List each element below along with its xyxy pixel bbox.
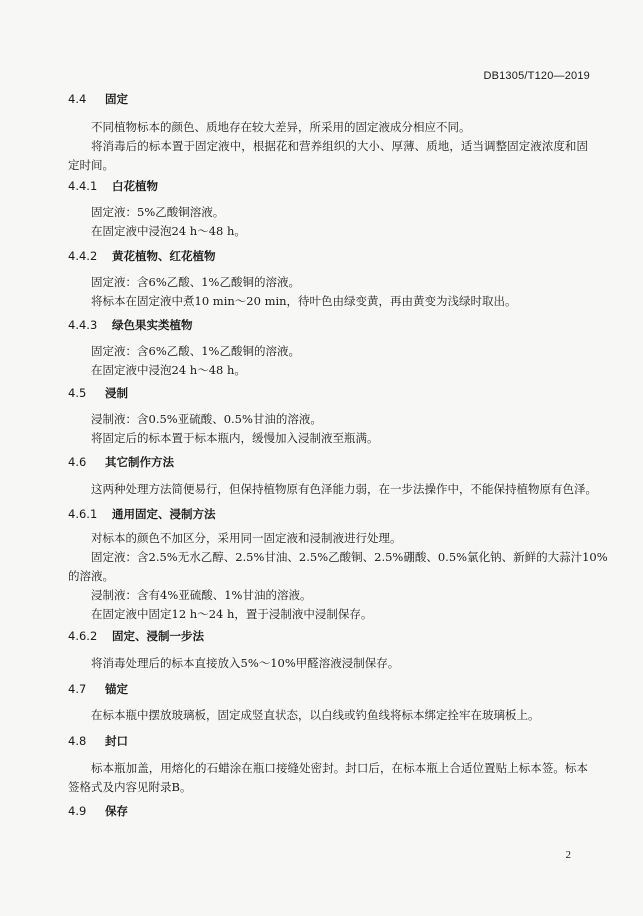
- text-line: 签格式及内容见附录B。: [68, 780, 192, 794]
- paragraph-4-8: [68, 759, 588, 797]
- paragraph-4-7: [68, 706, 588, 725]
- page-number: 2: [565, 849, 571, 861]
- section-heading-4-7: [68, 681, 128, 697]
- section-title: 封口: [105, 734, 128, 748]
- paragraph-4-6: [68, 480, 597, 499]
- text-line: 固定液：5%乙酸铜溶液。: [91, 205, 225, 219]
- text-line: 在标本瓶中摆放玻璃板，固定成竖直状态，以白线或钓鱼线将标本绑定拴牢在玻璃板上。: [91, 708, 540, 722]
- section-number: 4.9: [68, 804, 87, 818]
- text-line: 定时间。: [68, 158, 114, 172]
- text-line: 在固定液中浸泡24 h～48 h。: [91, 363, 246, 377]
- paragraph-4-6-1: [68, 529, 608, 624]
- section-number: 4.6.2: [68, 629, 98, 643]
- section-number: 4.4.2: [68, 249, 98, 263]
- section-heading-4-5: [68, 385, 128, 401]
- section-title: 锚定: [105, 682, 128, 696]
- text-line: 这两种处理方法简便易行，但保持植物原有色泽能力弱，在一步法操作中，不能保持植物原有色泽。: [91, 482, 597, 496]
- document-code: DB1305/T120—2019: [483, 70, 590, 82]
- paragraph-4-4-1: [68, 203, 588, 241]
- text-line: 固定液：含2.5%无水乙醇、2.5%甘油、2.5%乙酸铜、2.5%硼酸、0.5%氯化钠、新鲜的大蒜汁10%: [91, 550, 608, 564]
- section-number: 4.4.1: [68, 179, 98, 193]
- section-title: 白花植物: [112, 179, 158, 193]
- section-number: 4.8: [68, 734, 87, 748]
- text-line: 对标本的颜色不加区分，采用同一固定液和浸制液进行处理。: [91, 531, 402, 545]
- section-title: 绿色果实类植物: [112, 318, 193, 332]
- text-line: 固定液：含6%乙酸、1%乙酸铜的溶液。: [91, 275, 300, 289]
- section-heading-4-4-1: [68, 178, 158, 194]
- text-line: 不同植物标本的颜色、质地存在较大差异，所采用的固定液成分相应不同。: [91, 120, 471, 134]
- section-heading-4-6-1: [68, 506, 216, 522]
- section-number: 4.6: [68, 455, 87, 469]
- section-number: 4.7: [68, 682, 87, 696]
- section-heading-4-9: [68, 803, 128, 819]
- section-number: 4.6.1: [68, 507, 98, 521]
- section-number: 4.4.3: [68, 318, 98, 332]
- section-title: 浸制: [105, 386, 128, 400]
- section-title: 保存: [105, 804, 128, 818]
- section-heading-4-4-2: [68, 248, 216, 264]
- section-heading-4-6-2: [68, 628, 204, 644]
- section-number: 4.4: [68, 92, 87, 106]
- paragraph-4-5: [68, 410, 588, 448]
- paragraph-4-4-2: [68, 273, 588, 311]
- text-line: 将固定后的标本置于标本瓶内，缓慢加入浸制液至瓶满。: [91, 431, 379, 445]
- text-line: 的溶液。: [68, 569, 114, 583]
- paragraph-4-6-2: [68, 654, 588, 673]
- paragraph-4-4-3: [68, 342, 588, 380]
- text-line: 在固定液中浸泡24 h～48 h。: [91, 224, 246, 238]
- section-heading-4-4: [68, 91, 128, 107]
- section-title: 固定、浸制一步法: [112, 629, 204, 643]
- text-line: 将标本在固定液中煮10 min～20 min，待叶色由绿变黄，再由黄变为浅绿时取出。: [91, 294, 517, 308]
- text-line: 固定液：含6%乙酸、1%乙酸铜的溶液。: [91, 344, 300, 358]
- text-line: 浸制液：含有4%亚硫酸、1%甘油的溶液。: [91, 588, 312, 602]
- section-title: 固定: [105, 92, 128, 106]
- section-heading-4-6: [68, 454, 174, 470]
- section-title: 通用固定、浸制方法: [112, 507, 216, 521]
- section-title: 其它制作方法: [105, 455, 174, 469]
- text-line: 标本瓶加盖，用熔化的石蜡涂在瓶口接缝处密封。封口后，在标本瓶上合适位置贴上标本签。标本: [91, 761, 588, 775]
- paragraph-4-4: [68, 118, 588, 175]
- section-heading-4-4-3: [68, 317, 193, 333]
- text-line: 将消毒处理后的标本直接放入5%～10%甲醛溶液浸制保存。: [91, 656, 400, 670]
- section-number: 4.5: [68, 386, 87, 400]
- section-heading-4-8: [68, 733, 128, 749]
- text-line: 将消毒后的标本置于固定液中，根据花和营养组织的大小、厚薄、质地，适当调整固定液浓度和固: [91, 139, 588, 153]
- text-line: 浸制液：含0.5%亚硫酸、0.5%甘油的溶液。: [91, 412, 322, 426]
- text-line: 在固定液中固定12 h～24 h，置于浸制液中浸制保存。: [91, 607, 373, 621]
- section-title: 黄花植物、红花植物: [112, 249, 216, 263]
